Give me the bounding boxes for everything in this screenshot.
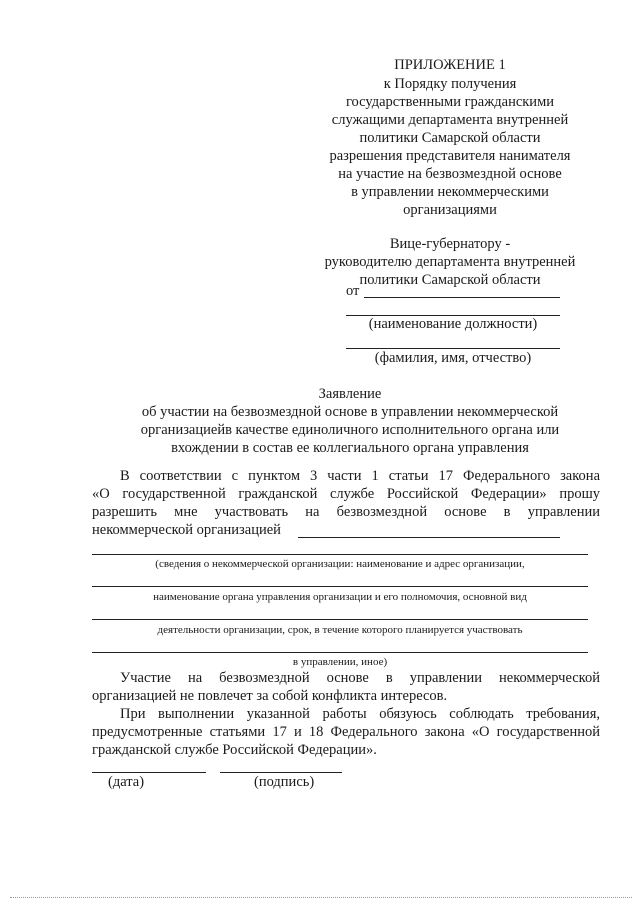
body-paragraph-line: В соответствии с пунктом 3 части 1 статьи 17 Федерального закона (120, 468, 600, 484)
appendix-line: организациями (403, 202, 497, 218)
appendix-line: политики Самарской области (359, 130, 541, 146)
org-info-caption: наименование органа управления организации и его полномочия, основной вид (153, 591, 527, 603)
org-info-caption: в управлении, иное) (292, 656, 388, 668)
org-info-line (92, 554, 588, 555)
addressee-line: политики Самарской области (359, 272, 541, 288)
body-paragraph-line: некоммерческой организацией (92, 522, 281, 538)
addressee-line: Вице-губернатору - (389, 236, 511, 252)
appendix-line: на участие на безвозмездной основе (338, 166, 562, 182)
statement-subtitle-line: вхождении в состав ее коллегиального органа управления (171, 440, 529, 456)
appendix-line: к Порядку получения (383, 76, 517, 92)
appendix-title: ПРИЛОЖЕНИЕ 1 (394, 57, 506, 73)
signature-field-line (220, 772, 342, 773)
body-paragraph-line: Участие на безвозмездной основе в управлении некоммерческой (120, 670, 600, 686)
position-caption: (наименование должности) (368, 316, 538, 332)
org-info-line (92, 619, 588, 620)
date-field-line (92, 772, 206, 773)
from-field-line (364, 297, 560, 298)
appendix-line: служащими департамента внутренней (331, 112, 569, 128)
org-info-caption: (сведения о некоммерческой организации: наименование и адрес организации, (155, 558, 525, 570)
body-paragraph-line: предусмотренные статьями 17 и 18 Федерального закона «О государственной (92, 724, 600, 740)
appendix-line: в управлении некоммерческими (351, 184, 549, 200)
from-label: от (346, 283, 360, 299)
body-paragraph-line: разрешить мне участвовать на безвозмездной основе в управлении (92, 504, 600, 520)
body-paragraph-line: гражданской службе Российской Федерации». (92, 742, 377, 758)
addressee-line: руководителю департамента внутренней (324, 254, 576, 270)
page-bottom-edge (10, 897, 632, 898)
org-info-line (92, 652, 588, 653)
body-paragraph-line: организацией не повлечет за собой конфликта интересов. (92, 688, 448, 704)
date-label: (дата) (108, 774, 145, 790)
signature-label: (подпись) (254, 774, 315, 790)
statement-subtitle-line: организациейв качестве единоличного исполнительного органа или (140, 422, 560, 438)
name-caption: (фамилия, имя, отчество) (374, 350, 532, 366)
body-paragraph-line: «О государственной гражданской службе Российской Федерации» прошу (92, 486, 600, 502)
appendix-line: разрешения представителя нанимателя (329, 148, 571, 164)
statement-subtitle-line: об участии на безвозмездной основе в управлении некоммерческой (141, 404, 559, 420)
body-paragraph-line: При выполнении указанной работы обязуюсь соблюдать требования, (120, 706, 600, 722)
org-info-line (92, 586, 588, 587)
name-field-line (346, 348, 560, 349)
appendix-line: государственными гражданскими (345, 94, 555, 110)
statement-title: Заявление (318, 386, 382, 402)
organization-field-line (298, 537, 560, 538)
org-info-caption: деятельности организации, срок, в течение которого планируется участвовать (157, 624, 523, 636)
